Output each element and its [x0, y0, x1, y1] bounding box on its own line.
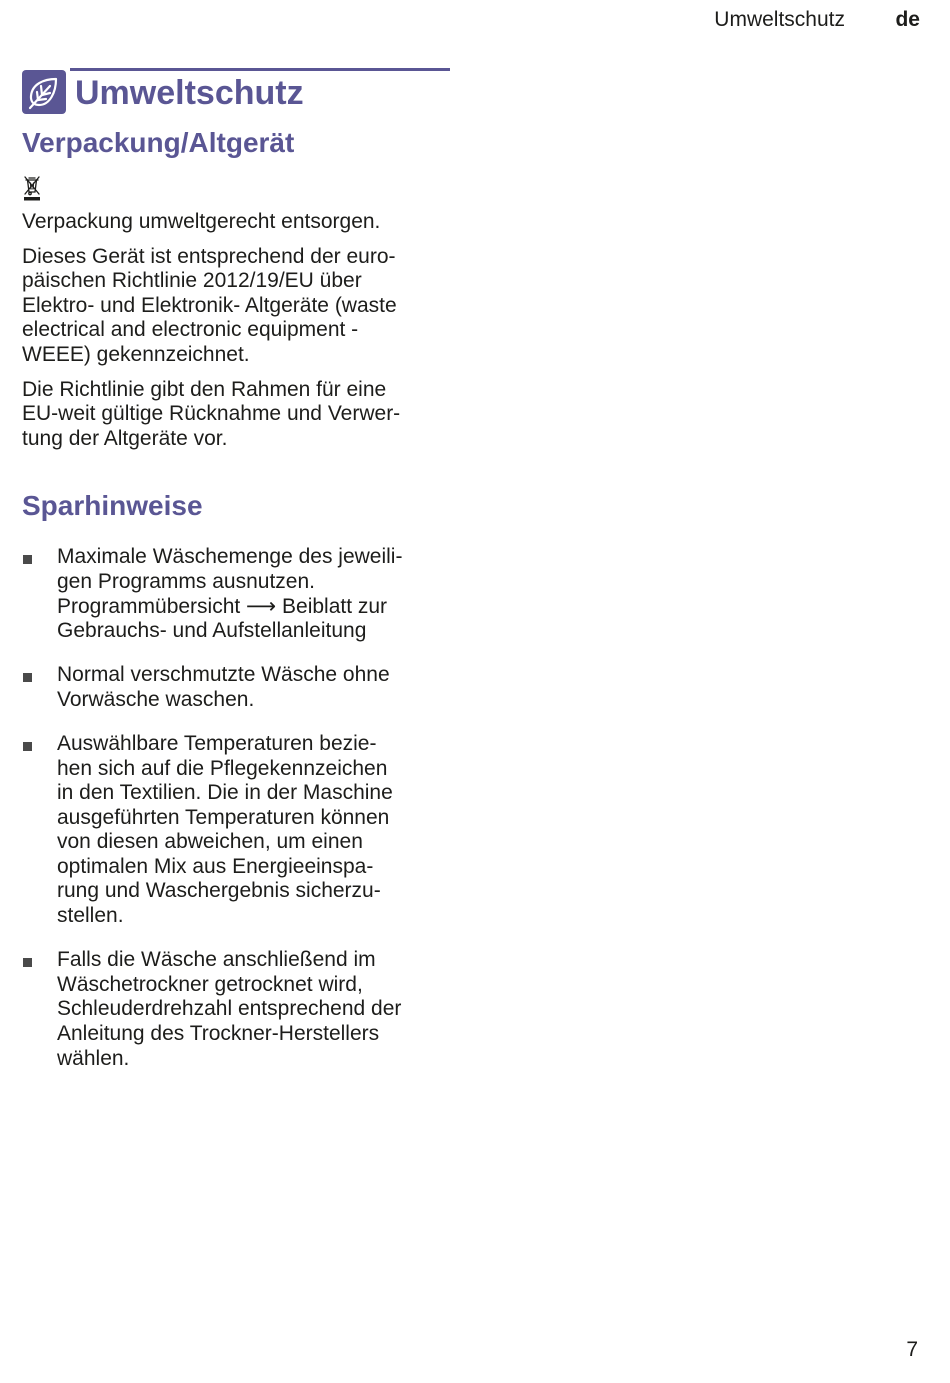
- square-bullet-icon: [23, 742, 32, 751]
- text-line: Die Richtlinie gibt den Rahmen für eine: [22, 377, 387, 401]
- text-line: EU-weit gültige Rücknahme und Verwer-: [22, 402, 401, 426]
- text-line: electrical and electronic equipment -: [22, 318, 359, 342]
- packaging-paragraph-3: [22, 378, 452, 452]
- page-number: 7: [906, 1338, 918, 1361]
- text-line: von diesen abweichen, um einen: [57, 830, 363, 854]
- text-line: optimalen Mix aus Energieeinspa-: [57, 854, 374, 878]
- text-line: rung und Waschergebnis sicherzu-: [57, 879, 381, 903]
- square-bullet-icon: [23, 555, 32, 564]
- text-line: Gebrauchs- und Aufstellanleitung: [57, 619, 367, 643]
- text-line: Auswählbare Temperaturen bezie-: [57, 731, 377, 755]
- text-line: tung der Altgeräte vor.: [22, 426, 228, 450]
- text-line: gen Programms ausnutzen.: [57, 569, 315, 593]
- packaging-paragraph-1: [22, 210, 452, 235]
- running-header: [0, 8, 950, 38]
- text-line: Maximale Wäschemenge des jeweili-: [57, 545, 403, 569]
- square-bullet-icon: [23, 673, 32, 682]
- tips-heading: Sparhinweise: [22, 490, 203, 522]
- text-line: Anleitung des Trockner-Herstellers: [57, 1021, 380, 1045]
- text-line: Vorwäsche waschen.: [57, 687, 255, 711]
- list-item: [22, 948, 452, 1071]
- text-line: stellen.: [57, 904, 124, 928]
- text-line: wählen.: [57, 1046, 130, 1070]
- text-line: päischen Richtlinie 2012/19/EU über: [22, 269, 362, 293]
- list-item: [22, 545, 452, 643]
- chapter-title: Umweltschutz: [75, 74, 304, 112]
- text-line: Schleuderdrehzahl entsprechend der: [57, 997, 402, 1021]
- text-line: Normal verschmutzte Wäsche ohne: [57, 663, 390, 687]
- text-line: ausgeführten Temperaturen können: [57, 805, 390, 829]
- leaf-icon: [22, 70, 66, 114]
- chapter-heading: [22, 68, 452, 118]
- text-line: in den Textilien. Die in der Maschine: [57, 781, 393, 805]
- text-line: WEEE) gekennzeichnet.: [22, 342, 250, 366]
- packaging-paragraph-2: [22, 245, 452, 368]
- header-section-title: Umweltschutz: [714, 8, 845, 31]
- text-line: Programmübersicht ⟶ Beiblatt zur: [57, 594, 388, 618]
- main-column: [22, 68, 452, 1091]
- list-item: [22, 663, 452, 712]
- text-line: Falls die Wäsche anschließend im: [57, 948, 376, 972]
- text-line: Dieses Gerät ist entsprechend der euro-: [22, 244, 396, 268]
- text-line: Wäschetrockner getrocknet wird,: [57, 972, 363, 996]
- text-line: hen sich auf die Pflegekennzeichen: [57, 756, 388, 780]
- tips-list: [22, 545, 452, 1071]
- text-line: Elektro- und Elektronik- Altgeräte (waste: [22, 293, 397, 317]
- chapter-rule: [70, 68, 450, 71]
- square-bullet-icon: [23, 958, 32, 967]
- text-line: Verpackung umweltgerecht entsorgen.: [22, 210, 381, 233]
- crossed-out-wheelie-bin-icon: [22, 174, 452, 202]
- packaging-heading: Verpackung/Altgerät: [22, 127, 295, 158]
- header-language-code: de: [895, 8, 920, 31]
- list-item: [22, 732, 452, 929]
